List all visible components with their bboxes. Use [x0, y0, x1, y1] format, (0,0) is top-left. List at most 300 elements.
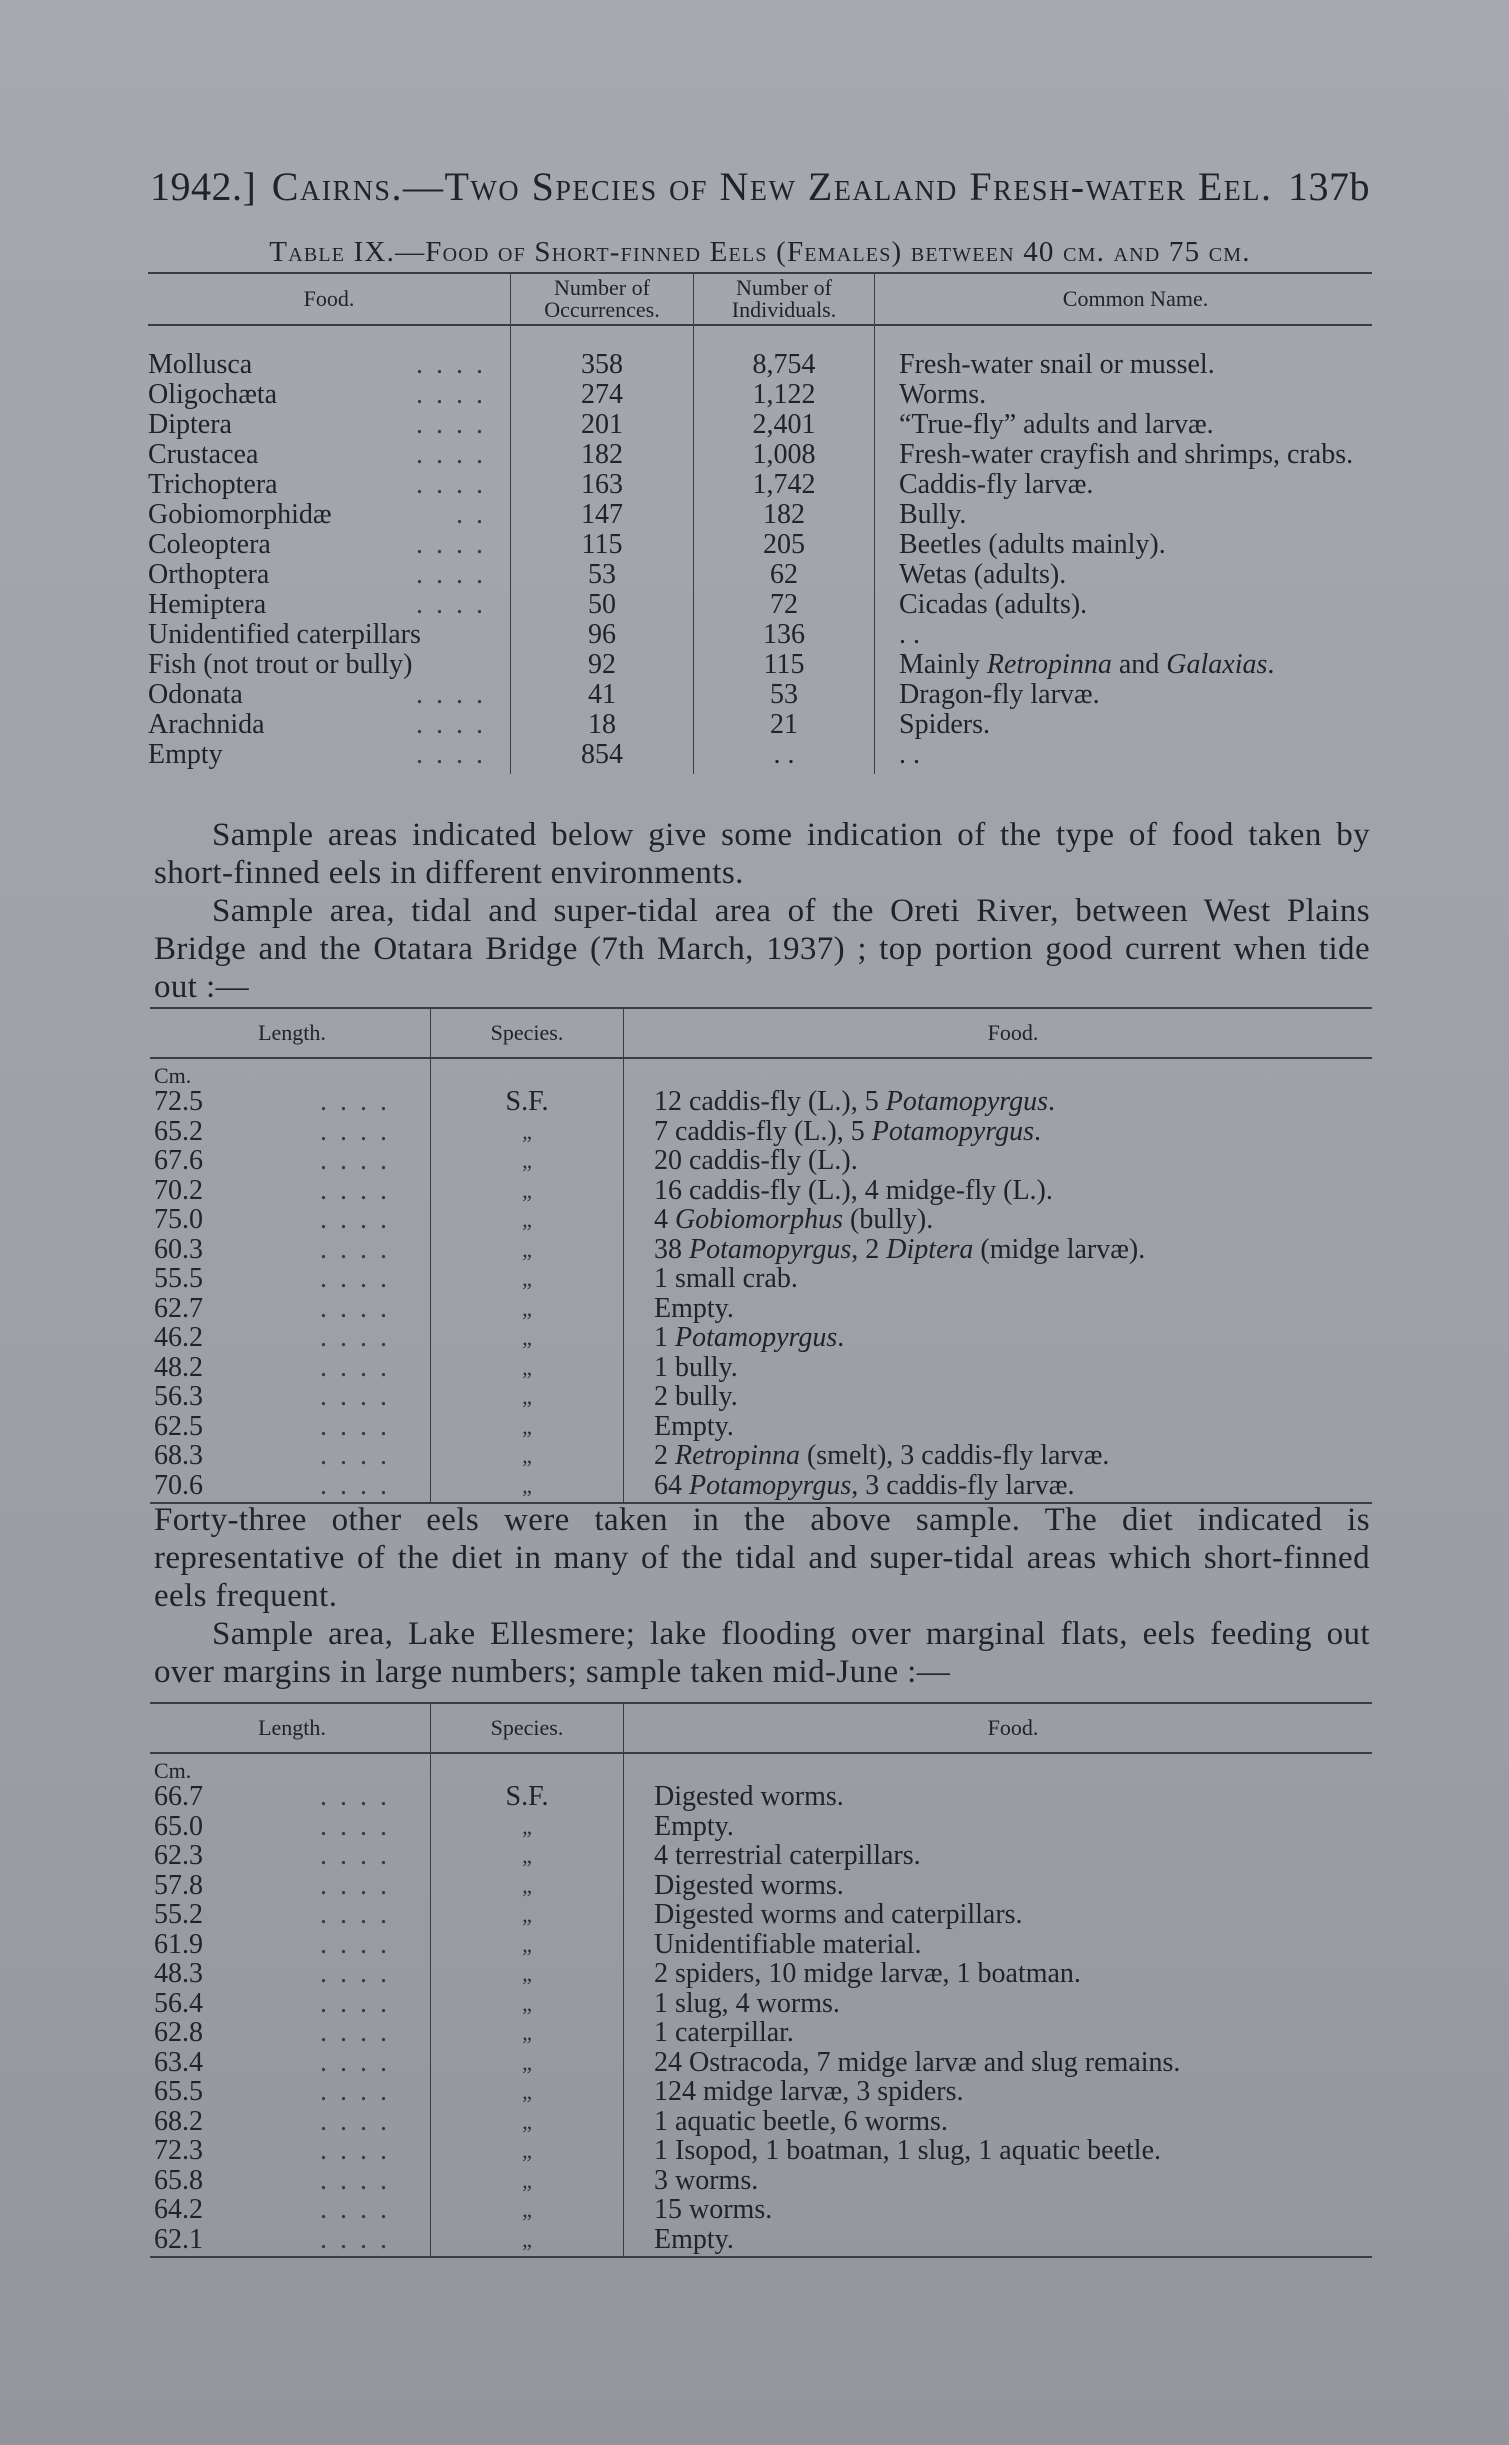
- length-cell-content: [154, 1930, 430, 1960]
- food-name: Crustacea: [148, 439, 259, 470]
- food-cell: 2 Retropinna (smelt), 3 caddis-fly larvæ.: [624, 1441, 1373, 1471]
- length-value: 70.2: [154, 1174, 203, 1206]
- leader-dots: . . . .: [416, 679, 486, 710]
- leader-dots: . . . .: [320, 1928, 390, 1960]
- length-cell: [150, 1264, 431, 1294]
- length-cell-content: [154, 1841, 430, 1871]
- leader-dots: . . . .: [416, 589, 486, 620]
- food-cell: [148, 470, 511, 500]
- length-cell-content: [154, 1176, 430, 1206]
- table-row: [148, 470, 1372, 500]
- table-row: [150, 1989, 1372, 2019]
- length-value: 63.4: [154, 2046, 203, 2078]
- length-cell: [150, 1989, 431, 2019]
- food-cell: [148, 500, 511, 530]
- table-row: [150, 2166, 1372, 2196]
- length-value: 56.4: [154, 1987, 203, 2019]
- sample-table-oreti: [150, 1007, 1372, 1504]
- unit-row: [150, 1753, 1372, 1782]
- species-cell: „: [431, 1812, 624, 1842]
- sample-table-ellesmere: [150, 1702, 1372, 2258]
- individuals-cell: 62: [694, 560, 875, 590]
- empty-cell: [431, 1753, 624, 1782]
- table-row: [148, 530, 1372, 560]
- species-cell: „: [431, 1930, 624, 1960]
- length-cell-content: [154, 2107, 430, 2137]
- column-header-individuals: [694, 273, 875, 325]
- length-value: 55.2: [154, 1899, 203, 1930]
- table-row: [148, 710, 1372, 740]
- length-cell-content: [154, 1471, 430, 1501]
- length-cell-content: [154, 2048, 430, 2078]
- individuals-cell: 1,742: [694, 470, 875, 500]
- length-value: 61.9: [154, 1928, 203, 1960]
- leader-dots: . . . .: [320, 2223, 390, 2255]
- table-row: [150, 2077, 1372, 2107]
- length-value: 70.6: [154, 1469, 203, 1501]
- common-name-cell: Caddis-fly larvæ.: [875, 470, 1373, 500]
- species-cell: „: [431, 1959, 624, 1989]
- length-cell: [150, 1782, 431, 1812]
- length-cell: [150, 1117, 431, 1147]
- header-page-number: 137b: [1287, 164, 1370, 209]
- table-row: [148, 680, 1372, 710]
- length-cell: [150, 1471, 431, 1504]
- length-value: 64.2: [154, 2194, 203, 2225]
- table-row: [150, 1959, 1372, 1989]
- common-name-cell: Dragon-fly larvæ.: [875, 680, 1373, 710]
- length-cell: [150, 1146, 431, 1176]
- length-cell-content: [154, 2136, 430, 2166]
- species-cell: „: [431, 2077, 624, 2107]
- food-cell: [148, 620, 511, 650]
- unit-cell: Cm.: [154, 1758, 192, 1783]
- table-row: [150, 2136, 1372, 2166]
- table-row: [148, 410, 1372, 440]
- common-name-cell: “True-fly” adults and larvæ.: [875, 410, 1373, 440]
- leader-dots: . . . .: [320, 1840, 390, 1871]
- species-cell: „: [431, 2166, 624, 2196]
- food-cell-content: [148, 500, 510, 530]
- column-header-occurrences: [511, 273, 694, 325]
- header-title: Cairns.—Two Species of New Zealand Fresh-water Eel.: [271, 164, 1273, 209]
- length-cell: [150, 1382, 431, 1412]
- length-value: 65.0: [154, 1810, 203, 1842]
- table-row: [148, 500, 1372, 530]
- food-cell: [148, 410, 511, 440]
- food-cell: Empty.: [624, 1812, 1373, 1842]
- food-name: Coleoptera: [148, 529, 271, 560]
- species-cell: „: [431, 2225, 624, 2258]
- table-row: [150, 1235, 1372, 1265]
- leader-dots: . . . .: [320, 1174, 390, 1206]
- species-cell: „: [431, 2048, 624, 2078]
- table-row: [150, 1176, 1372, 1206]
- leader-dots: . . . .: [416, 559, 486, 590]
- length-value: 62.1: [154, 2223, 203, 2255]
- table-row: [150, 1471, 1372, 1504]
- occurrences-cell: 92: [511, 650, 694, 680]
- food-cell: 20 caddis-fly (L.).: [624, 1146, 1373, 1176]
- species-cell: „: [431, 1382, 624, 1412]
- species-cell: „: [431, 1871, 624, 1901]
- food-table: [148, 272, 1372, 774]
- leader-dots: . . . .: [320, 1115, 390, 1147]
- middle-paragraphs: [154, 1501, 1370, 1691]
- length-cell: [150, 1205, 431, 1235]
- food-name: Mollusca: [148, 349, 253, 380]
- food-cell: 124 midge larvæ, 3 spiders.: [624, 2077, 1373, 2107]
- food-cell: Empty.: [624, 1412, 1373, 1442]
- length-cell: [150, 1441, 431, 1471]
- food-cell: [148, 710, 511, 740]
- species-cell: „: [431, 1353, 624, 1383]
- length-cell: [150, 2077, 431, 2107]
- food-table-body: [148, 325, 1372, 774]
- leader-dots: . . . .: [416, 409, 486, 440]
- common-name-cell: . .: [875, 740, 1373, 774]
- table-row: [150, 1930, 1372, 1960]
- length-cell-content: [154, 1264, 430, 1294]
- food-cell: 38 Potamopyrgus, 2 Diptera (midge larvæ).: [624, 1235, 1373, 1265]
- leader-dots: . . . .: [320, 2017, 390, 2048]
- species-cell: „: [431, 1146, 624, 1176]
- food-cell: 1 slug, 4 worms.: [624, 1989, 1373, 2019]
- length-cell-content: [154, 2195, 430, 2225]
- species-cell: „: [431, 1323, 624, 1353]
- occurrences-cell: 147: [511, 500, 694, 530]
- length-cell: [150, 1353, 431, 1383]
- individuals-cell: 21: [694, 710, 875, 740]
- food-cell-content: [148, 620, 510, 650]
- species-cell: S.F.: [431, 1087, 624, 1117]
- table-row: [150, 1782, 1372, 1812]
- length-cell: [150, 1176, 431, 1206]
- length-value: 56.3: [154, 1381, 203, 1412]
- length-cell-content: [154, 1323, 430, 1353]
- food-cell-content: [148, 650, 510, 680]
- leader-dots: . . . .: [320, 1263, 390, 1294]
- column-header-length: Length.: [150, 1008, 431, 1058]
- food-cell-content: [148, 350, 510, 380]
- length-cell: [150, 1235, 431, 1265]
- occurrences-cell: 274: [511, 380, 694, 410]
- table-row: [150, 1205, 1372, 1235]
- food-cell: [148, 530, 511, 560]
- table-row: [148, 590, 1372, 620]
- paragraph: Sample area, tidal and super-tidal area of the Oreti River, between West Plains Bridge and the Otatara Bridge (7th March, 1937) ; top portion good current when tide out :—: [154, 893, 1370, 1005]
- length-cell-content: [154, 1353, 430, 1383]
- length-cell: [150, 2225, 431, 2258]
- species-cell: „: [431, 2018, 624, 2048]
- occurrences-cell: 358: [511, 325, 694, 380]
- individuals-cell: 205: [694, 530, 875, 560]
- table-row: [150, 1900, 1372, 1930]
- leader-dots: . .: [456, 499, 486, 530]
- food-cell: 2 bully.: [624, 1382, 1373, 1412]
- food-cell: [148, 440, 511, 470]
- length-cell-content: [154, 1782, 430, 1812]
- length-value: 66.7: [154, 1781, 203, 1812]
- running-header: [150, 163, 1370, 210]
- food-cell: [148, 680, 511, 710]
- food-cell-content: [148, 410, 510, 440]
- individuals-header-line1: Number of: [736, 275, 832, 300]
- leader-dots: . . . .: [320, 1781, 390, 1812]
- common-name-cell: Fresh-water snail or mussel.: [875, 325, 1373, 380]
- common-name-cell: Bully.: [875, 500, 1373, 530]
- leader-dots: . . . .: [320, 1322, 390, 1353]
- individuals-cell: 72: [694, 590, 875, 620]
- individuals-cell: 1,122: [694, 380, 875, 410]
- length-value: 65.5: [154, 2076, 203, 2107]
- length-value: 60.3: [154, 1233, 203, 1265]
- table-row: [150, 2048, 1372, 2078]
- food-cell: Digested worms.: [624, 1782, 1373, 1812]
- length-cell: [150, 2018, 431, 2048]
- length-value: 62.7: [154, 1292, 203, 1324]
- species-cell: „: [431, 1176, 624, 1206]
- food-name: Oligochæta: [148, 379, 278, 410]
- food-cell: [148, 740, 511, 774]
- leader-dots: . . . .: [320, 1899, 390, 1930]
- occurrences-cell: 182: [511, 440, 694, 470]
- food-cell: 4 terrestrial caterpillars.: [624, 1841, 1373, 1871]
- food-name: Gobiomorphidæ: [148, 499, 332, 530]
- occurrences-cell: 163: [511, 470, 694, 500]
- length-value: 65.2: [154, 1115, 203, 1147]
- length-cell-content: [154, 2225, 430, 2255]
- length-value: 67.6: [154, 1145, 203, 1176]
- food-cell: 12 caddis-fly (L.), 5 Potamopyrgus.: [624, 1087, 1373, 1117]
- occurrences-cell: 854: [511, 740, 694, 774]
- table-row: [148, 380, 1372, 410]
- length-cell-content: [154, 2018, 430, 2048]
- table-row: [148, 620, 1372, 650]
- food-cell: [148, 325, 511, 380]
- sample-table-body: [150, 1753, 1372, 2257]
- common-name-cell: Spiders.: [875, 710, 1373, 740]
- food-cell: Digested worms.: [624, 1871, 1373, 1901]
- length-value: 75.0: [154, 1204, 203, 1235]
- leader-dots: . . . .: [320, 2105, 390, 2137]
- species-cell: „: [431, 1471, 624, 1504]
- length-value: 48.3: [154, 1958, 203, 1989]
- table-row: [150, 2225, 1372, 2258]
- food-cell: 15 worms.: [624, 2195, 1373, 2225]
- food-cell: 24 Ostracoda, 7 midge larvæ and slug remains.: [624, 2048, 1373, 2078]
- length-cell-content: [154, 1871, 430, 1901]
- leader-dots: . . . .: [416, 379, 486, 410]
- food-cell-content: [148, 590, 510, 620]
- individuals-cell: . .: [694, 740, 875, 774]
- length-cell: [150, 2195, 431, 2225]
- food-name: Hemiptera: [148, 589, 267, 620]
- common-name-cell: Beetles (adults mainly).: [875, 530, 1373, 560]
- length-value: 57.8: [154, 1869, 203, 1901]
- length-cell-content: [154, 1441, 430, 1471]
- food-cell: 3 worms.: [624, 2166, 1373, 2196]
- occurrences-header-line2: Occurrences.: [544, 297, 660, 322]
- length-value: 55.5: [154, 1263, 203, 1294]
- food-cell: 64 Potamopyrgus, 3 caddis-fly larvæ.: [624, 1471, 1373, 1504]
- column-header-common-name: Common Name.: [875, 273, 1373, 325]
- length-cell-content: [154, 1117, 430, 1147]
- food-cell: 1 small crab.: [624, 1264, 1373, 1294]
- intro-paragraphs: [154, 816, 1370, 1006]
- table-row: [150, 1117, 1372, 1147]
- leader-dots: . . . .: [320, 1086, 390, 1117]
- column-header-length: Length.: [150, 1703, 431, 1753]
- common-name-cell: Cicadas (adults).: [875, 590, 1373, 620]
- length-cell: [150, 1900, 431, 1930]
- food-name: Unidentified caterpillars: [148, 619, 421, 650]
- occurrences-cell: 53: [511, 560, 694, 590]
- table-row: [150, 1146, 1372, 1176]
- food-cell: [148, 650, 511, 680]
- header-year: 1942.]: [150, 164, 257, 209]
- occurrences-cell: 96: [511, 620, 694, 650]
- food-cell: Unidentifiable material.: [624, 1930, 1373, 1960]
- food-cell: 7 caddis-fly (L.), 5 Potamopyrgus.: [624, 1117, 1373, 1147]
- food-name: Diptera: [148, 409, 232, 440]
- food-name: Fish (not trout or bully): [148, 649, 413, 680]
- table-caption: Table IX.—Food of Short-finned Eels (Females) between 40 cm. and 75 cm.: [269, 236, 1251, 268]
- paragraph: Sample areas indicated below give some indication of the type of food taken by short-finned eels in different environments.: [154, 817, 1370, 891]
- sample-table-body: [150, 1058, 1372, 1503]
- length-cell-content: [154, 1087, 430, 1117]
- leader-dots: . . . .: [320, 1410, 390, 1442]
- table-row: [150, 2195, 1372, 2225]
- table-row: [150, 1812, 1372, 1842]
- individuals-cell: 1,008: [694, 440, 875, 470]
- food-cell: Empty.: [624, 1294, 1373, 1324]
- individuals-cell: 182: [694, 500, 875, 530]
- table-row: [150, 1871, 1372, 1901]
- table-row: [150, 1264, 1372, 1294]
- leader-dots: . . . .: [416, 709, 486, 740]
- length-cell: [150, 1871, 431, 1901]
- species-cell: „: [431, 1294, 624, 1324]
- length-cell: [150, 1087, 431, 1117]
- empty-cell: [624, 1058, 1373, 1087]
- food-cell: [148, 590, 511, 620]
- length-cell-content: [154, 1812, 430, 1842]
- leader-dots: . . . .: [320, 1351, 390, 1383]
- food-name: Orthoptera: [148, 559, 270, 590]
- occurrences-cell: 115: [511, 530, 694, 560]
- length-cell-content: [154, 1205, 430, 1235]
- food-cell-content: [148, 470, 510, 500]
- leader-dots: . . . .: [320, 2194, 390, 2225]
- leader-dots: . . . .: [416, 469, 486, 500]
- food-cell-content: [148, 740, 510, 770]
- empty-cell: [624, 1753, 1373, 1782]
- occurrences-cell: 201: [511, 410, 694, 440]
- individuals-cell: 53: [694, 680, 875, 710]
- leader-dots: . . . .: [320, 1233, 390, 1265]
- species-cell: „: [431, 1989, 624, 2019]
- length-cell: [150, 2048, 431, 2078]
- species-cell: „: [431, 1205, 624, 1235]
- leader-dots: . . . .: [416, 439, 486, 470]
- table-row: [150, 1087, 1372, 1117]
- leader-dots: . . . .: [320, 1381, 390, 1412]
- food-cell-content: [148, 680, 510, 710]
- individuals-cell: 115: [694, 650, 875, 680]
- leader-dots: . . . .: [416, 529, 486, 560]
- table-row: [150, 2018, 1372, 2048]
- food-name: Empty: [148, 739, 223, 770]
- food-cell: 16 caddis-fly (L.), 4 midge-fly (L.).: [624, 1176, 1373, 1206]
- leader-dots: . . . .: [320, 1469, 390, 1501]
- length-cell: [150, 1294, 431, 1324]
- food-cell: 1 Isopod, 1 boatman, 1 slug, 1 aquatic beetle.: [624, 2136, 1373, 2166]
- food-cell: [148, 560, 511, 590]
- leader-dots: . . . .: [416, 739, 486, 770]
- length-cell: [150, 1323, 431, 1353]
- leader-dots: . . . .: [320, 1145, 390, 1176]
- food-cell: 1 aquatic beetle, 6 worms.: [624, 2107, 1373, 2137]
- common-name-cell: Mainly Retropinna and Galaxias.: [875, 650, 1373, 680]
- table-row: [150, 2107, 1372, 2137]
- length-value: 48.2: [154, 1351, 203, 1383]
- table-row: [150, 1323, 1372, 1353]
- length-value: 62.3: [154, 1840, 203, 1871]
- individuals-cell: 136: [694, 620, 875, 650]
- length-value: 68.3: [154, 1440, 203, 1471]
- leader-dots: . . . .: [320, 2135, 390, 2166]
- table-row: [148, 650, 1372, 680]
- length-cell: [150, 1841, 431, 1871]
- individuals-cell: 2,401: [694, 410, 875, 440]
- table-row: [148, 440, 1372, 470]
- unit-row: [150, 1058, 1372, 1087]
- leader-dots: . . . .: [320, 2046, 390, 2078]
- species-cell: „: [431, 1441, 624, 1471]
- length-cell-content: [154, 2077, 430, 2107]
- unit-cell: Cm.: [154, 1063, 192, 1088]
- table-row: [148, 740, 1372, 774]
- table-row: [150, 1353, 1372, 1383]
- food-cell: 4 Gobiomorphus (bully).: [624, 1205, 1373, 1235]
- length-value: 62.8: [154, 2017, 203, 2048]
- species-cell: „: [431, 2136, 624, 2166]
- individuals-cell: 8,754: [694, 325, 875, 380]
- leader-dots: . . . .: [320, 1810, 390, 1842]
- length-cell: [150, 2107, 431, 2137]
- length-cell-content: [154, 1989, 430, 2019]
- length-value: 46.2: [154, 1322, 203, 1353]
- table-row: [150, 1412, 1372, 1442]
- common-name-cell: Fresh-water crayfish and shrimps, crabs.: [875, 440, 1373, 470]
- table-row: [150, 1382, 1372, 1412]
- length-cell: [150, 1812, 431, 1842]
- paragraph: Forty-three other eels were taken in the above sample. The diet indicated is representative of the diet in many of the tidal and super-tidal areas which short-finned eels frequent.: [154, 1502, 1370, 1614]
- food-cell: Digested worms and caterpillars.: [624, 1900, 1373, 1930]
- length-value: 72.5: [154, 1086, 203, 1117]
- common-name-cell: . .: [875, 620, 1373, 650]
- table-row: [150, 1294, 1372, 1324]
- species-cell: „: [431, 1264, 624, 1294]
- species-cell: „: [431, 1412, 624, 1442]
- leader-dots: . . . .: [320, 1292, 390, 1324]
- individuals-header-line2: Individuals.: [731, 297, 837, 322]
- species-cell: „: [431, 2195, 624, 2225]
- leader-dots: . . . .: [320, 1440, 390, 1471]
- leader-dots: . . . .: [320, 1869, 390, 1901]
- column-header-food: Food.: [624, 1008, 1373, 1058]
